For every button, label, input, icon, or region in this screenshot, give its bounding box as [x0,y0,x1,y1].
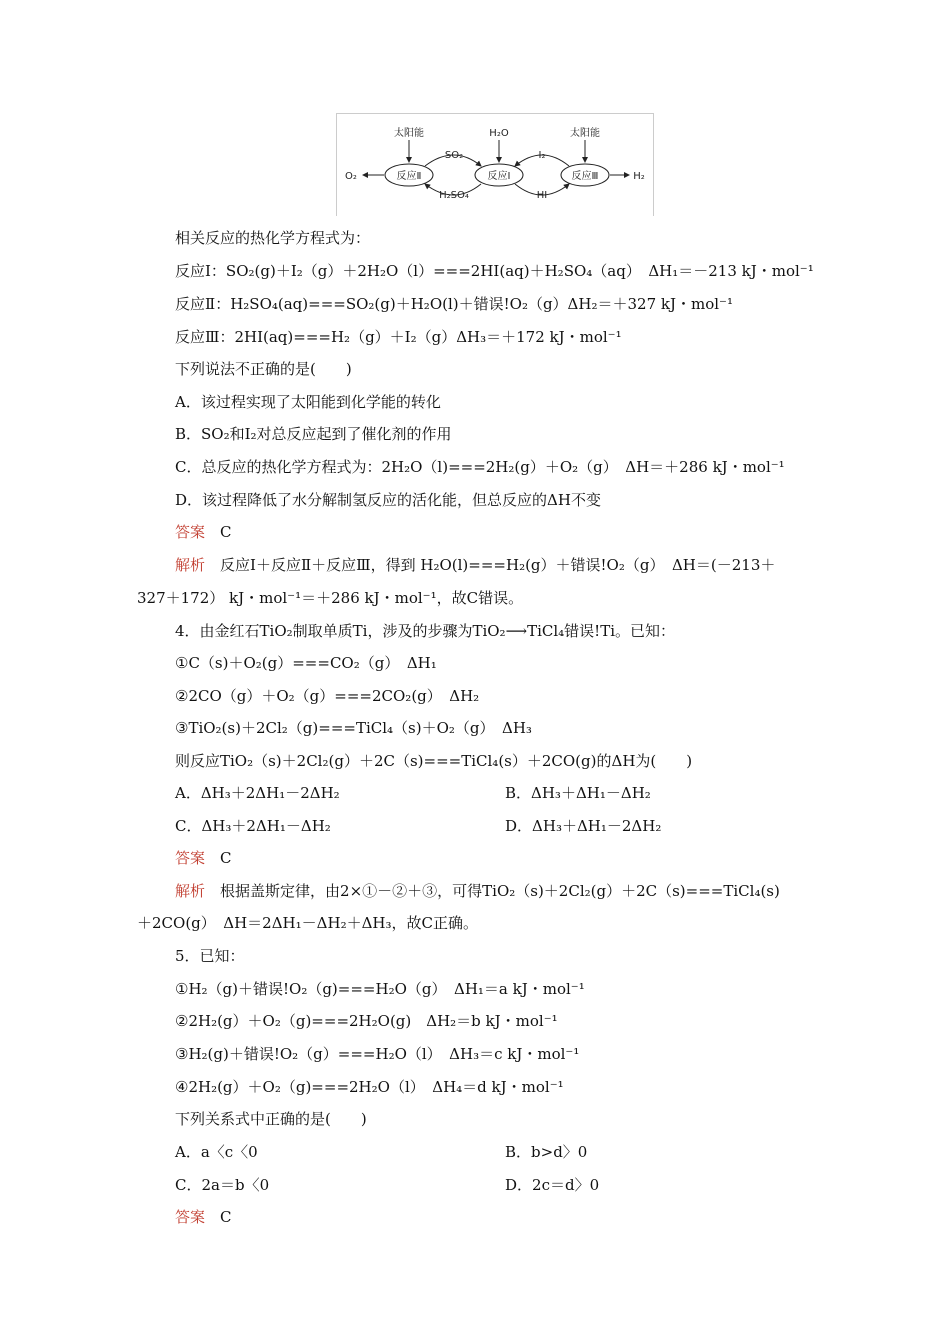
answer-value: C [220,523,232,541]
answer-value: C [220,849,232,867]
answer-2 [175,848,232,868]
answer-1 [175,522,232,542]
q4-ask: 则反应TiO₂（s)＋2Cl₂(g）＋2C（s)===TiCl₄(s）＋2CO(g)的ΔH为( ) [175,752,693,770]
diagram-svg [337,114,653,216]
option-b: B．SO₂和I₂对总反应起到了催化剂的作用 [175,425,452,443]
q5-eq1: ①H₂（g)＋错误!O₂（g)===H₂O（g） ΔH₁＝a kJ・mol⁻¹ [175,980,585,998]
reaction-cycle-diagram [336,113,654,216]
analysis-1-line-2: 327＋172） kJ・mol⁻¹＝＋286 kJ・mol⁻¹，故C错误。 [137,589,524,607]
q5-option-a: A．a〈c〈0 [175,1143,258,1161]
q4-option-a: A．ΔH₃＋2ΔH₁－2ΔH₂ [175,784,340,802]
q5-stem: 5．已知： [175,947,245,965]
q4-eq2: ②2CO（g）＋O₂（g）===2CO₂(g） ΔH₂ [175,687,480,705]
analysis-2-line-2: ＋2CO(g） ΔH＝2ΔH₁－ΔH₂＋ΔH₃，故C正确。 [137,914,478,932]
q5-eq4: ④2H₂(g）＋O₂（g)===2H₂O（l） ΔH₄＝d kJ・mol⁻¹ [175,1078,564,1096]
q4-eq3: ③TiO₂(s)＋2Cl₂（g)===TiCl₄（s)＋O₂（g） ΔH₃ [175,719,532,737]
q4-option-b: B．ΔH₃＋ΔH₁－ΔH₂ [505,784,651,802]
o2-output-label: O₂ [345,171,357,182]
reaction-1-equation: 反应Ⅰ：SO₂(g)＋I₂（g）＋2H₂O（l）===2HI(aq)＋H₂SO₄（aq） ΔH₁＝－213 kJ・mol⁻¹ [175,262,814,280]
q4-option-c: C．ΔH₃＋2ΔH₁－ΔH₂ [175,817,331,835]
analysis-label: 解析 [175,882,206,900]
h2-output-label: H₂ [633,171,645,182]
question-stem: 下列说法不正确的是( ) [175,360,352,378]
reaction-3-label: 反应Ⅲ [571,171,599,182]
analysis-2-line-1 [175,881,780,901]
q5-option-c: C．2a＝b〈0 [175,1176,270,1194]
h2so4-label: H₂SO₄ [439,190,469,201]
reaction-1-label: 反应Ⅰ [487,171,511,182]
hi-label: HI [536,190,548,201]
reaction-2-label: 反应Ⅱ [396,171,422,182]
analysis-label: 解析 [175,556,206,574]
reaction-3-equation: 反应Ⅲ：2HI(aq)===H₂（g）＋I₂（g）ΔH₃＝＋172 kJ・mol⁻¹ [175,328,622,346]
q5-eq3: ③H₂(g)＋错误!O₂（g）===H₂O（l） ΔH₃＝c kJ・mol⁻¹ [175,1045,580,1063]
q5-option-d: D．2c＝d〉0 [505,1176,600,1194]
option-a: A．该过程实现了太阳能到化学能的转化 [175,393,441,411]
option-d: D．该过程降低了水分解制氢反应的活化能，但总反应的ΔH不变 [175,491,601,509]
answer-label: 答案 [175,1208,206,1226]
i2-label: I₂ [538,150,546,161]
intro-line: 相关反应的热化学方程式为： [175,229,371,247]
q4-eq1: ①C（s)＋O₂(g）===CO₂（g） ΔH₁ [175,654,437,672]
water-input-label: H₂O [489,128,509,139]
q4-option-d: D．ΔH₃＋ΔH₁－2ΔH₂ [505,817,662,835]
solar-energy-label-1: 太阳能 [394,128,424,139]
answer-label: 答案 [175,849,206,867]
so2-label: SO₂ [444,150,464,161]
q5-ask: 下列关系式中正确的是( ) [175,1110,367,1128]
analysis-text: 根据盖斯定律，由2×①－②＋③，可得TiO₂（s)＋2Cl₂(g）＋2C（s)===TiCl₄(s) [220,882,780,900]
q5-eq2: ②2H₂(g）＋O₂（g)===2H₂O(g) ΔH₂＝b kJ・mol⁻¹ [175,1012,558,1030]
solar-energy-label-2: 太阳能 [570,128,600,139]
answer-3 [175,1207,232,1227]
reaction-2-equation: 反应Ⅱ：H₂SO₄(aq)===SO₂(g)＋H₂O(l)＋错误!O₂（g）ΔH₂＝＋327 kJ・mol⁻¹ [175,295,733,313]
analysis-text: 反应Ⅰ＋反应Ⅱ＋反应Ⅲ，得到 H₂O(l)===H₂(g）＋错误!O₂（g） ΔH＝(－213＋ [220,556,776,574]
answer-label: 答案 [175,523,206,541]
q4-stem: 4．由金红石TiO₂制取单质Ti，涉及的步骤为TiO₂⟶TiCl₄错误!Ti。已知： [175,622,675,640]
answer-value: C [220,1208,232,1226]
q5-option-b: B．b>d〉0 [505,1143,588,1161]
analysis-1-line-1 [175,555,775,575]
option-c: C．总反应的热化学方程式为：2H₂O（l)===2H₂(g）＋O₂（g） ΔH＝＋286 kJ・mol⁻¹ [175,458,785,476]
